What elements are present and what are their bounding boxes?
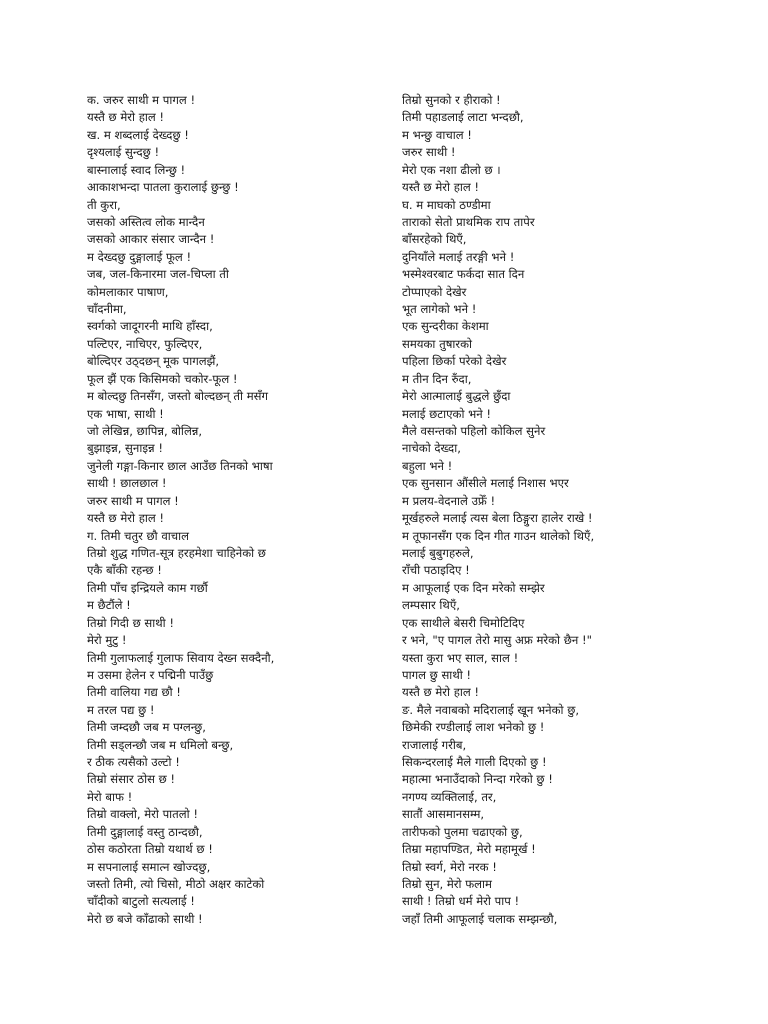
- poem-line: र भने, "ए पागल तेरो मासु अफ्र मरेको छैन !": [402, 633, 592, 648]
- poem-line: र ठीक त्यसैको उल्टो !: [87, 755, 180, 770]
- poem-line: म तूफानसँग एक दिन गीत गाउन थालेको थिएँ,: [402, 528, 595, 543]
- poem-line: एक भाषा, साथी !: [87, 406, 164, 421]
- poem-line: एकै बाँकी रहन्छ !: [87, 563, 162, 578]
- poem-line: बोल्दिएर उठ्दछन् मूक पागलझैं,: [87, 354, 220, 369]
- poem-line: महात्मा भनाउँदाको निन्दा गरेको छु !: [402, 772, 553, 787]
- poem-line: म सपनालाई समात्न खोज्दछु,: [87, 859, 211, 874]
- poem-line: नाचेको देख्दा,: [402, 441, 461, 456]
- poem-line: स्वर्गको जादूगरनी माथि हाँस्दा,: [87, 319, 213, 334]
- poem-line: ख. म शब्दलाई देख्दछु !: [87, 127, 189, 142]
- poem-line: तारीफको पुलमा चढाएको छु,: [402, 824, 523, 839]
- poem-line: फूल झैं एक किसिमको चकोर-फूल !: [87, 371, 238, 386]
- poem-line: टोप्पाएको देखेर: [402, 284, 467, 299]
- poem-line: तिमी पहाडलाई लाटा भन्दछौ,: [402, 110, 524, 125]
- poem-line: म प्रलय-वेदनाले उफ्रेँ !: [402, 493, 496, 508]
- poem-line: यस्ता कुरा भए साल, साल !: [402, 650, 519, 665]
- poem-column-right: [402, 92, 742, 928]
- poem-line: एक साथीले बेसरी चिमोटिदिए: [402, 615, 525, 630]
- poem-line: छिमेकी रण्डीलाई लाश भनेको छु !: [402, 720, 545, 735]
- poem-line: क. जरुर साथी म पागल !: [87, 93, 196, 107]
- poem-line: ठोस कठोरता तिम्रो यथार्थ छ !: [87, 842, 213, 857]
- poem-line: ङ. मैले नवाबको मदिरालाई खून भनेको छु,: [402, 702, 580, 717]
- poem-line: पल्टिएर, नाचिएर, फुल्दिएर,: [87, 336, 203, 351]
- poem-line: दृश्यलाई सुन्दछु !: [87, 145, 160, 160]
- poem-line: ताराको सेतो प्राथमिक राप तापेर: [402, 214, 535, 229]
- poem-line: लम्पसार थिएँ,: [402, 598, 460, 613]
- poem-line: तिम्रा महापण्डित, मेरो महामूर्ख !: [402, 842, 536, 857]
- poem-line: जो लेखिन्न, छापिन्न, बोलिन्न,: [87, 424, 203, 439]
- poem-line: मेरो बाफ !: [87, 789, 133, 804]
- poem-line: तिमी पाँच इन्द्रियले काम गर्छौ: [87, 580, 208, 595]
- poem-line: जब, जल-किनारमा जल-चिप्ला ती: [87, 267, 229, 282]
- poem-line: यस्तै छ मेरो हाल !: [87, 511, 165, 526]
- poem-line: दुनियाँले मलाई तरङ्गी भने !: [402, 249, 515, 264]
- poem-line: राजालाई गरीब,: [402, 737, 467, 752]
- poem-line: मैले वसन्तको पहिलो कोकिल सुनेर: [402, 424, 546, 439]
- poem-line: तिम्रो स्वर्ग, मेरो नरक !: [402, 859, 497, 874]
- poem-line: म तीन दिन रुँदा,: [402, 371, 472, 386]
- poem-column-left: [87, 92, 387, 928]
- poem-line: म छैटौंले !: [87, 598, 131, 613]
- poem-line: तिम्रो संसार ठोस छ !: [87, 772, 176, 787]
- poem-line: जस्तो तिमी, त्यो चिसो, मीठो अक्षर काटेको: [87, 876, 265, 891]
- poem-line: बाँसरहेको थिएँ,: [402, 232, 467, 247]
- poem-line: तिम्रो शुद्ध गणित-सूत्र हरहमेशा चाहिनेको छ: [87, 545, 266, 560]
- poem-line: म तरल पद्य छु !: [87, 702, 155, 717]
- poem-line: म बोल्दछु तिनसँग, जस्तो बोल्दछन् ती मसँग: [87, 389, 269, 404]
- poem-line: म उसमा हेलेन र पद्मिनी पाउँछु: [87, 667, 214, 682]
- poem-line: म भन्छु वाचाल !: [402, 127, 472, 142]
- poem-line: तिम्रो वाक्लो, मेरो पातलो !: [87, 807, 198, 822]
- poem-line: कोमलाकार पाषाण,: [87, 284, 169, 299]
- poem-line: साथी ! छालछाल !: [87, 476, 167, 491]
- poem-line: तिमी दुङ्गालाई वस्तु ठान्दछौ,: [87, 824, 203, 839]
- poem-line: पहिला छिर्का परेको देखेर: [402, 354, 507, 369]
- poem-line: साथी ! तिम्रो धर्म मेरो पाप !: [402, 894, 520, 909]
- poem-line: म देख्दछु दुङ्गालाई फूल !: [87, 249, 192, 264]
- poem-line: तिमी वालिया गद्य छौ !: [87, 685, 181, 700]
- poem-line: जसको आकार संसार जान्दैन !: [87, 232, 215, 247]
- poem-line: मेरो मुटु !: [87, 633, 127, 648]
- poem-line: सातौं आसमानसम्म,: [402, 807, 485, 822]
- poem-line: सिकन्दरलाई मैले गाली दिएको छु !: [402, 755, 547, 770]
- poem-line: तिमी जम्दछौ जब म पग्लन्छु,: [87, 720, 206, 735]
- poem-line: नगण्य व्यक्तिलाई, तर,: [402, 789, 497, 804]
- poem-line: ती कुरा,: [87, 197, 121, 212]
- poem-line: चाँदीको बाटुलो सत्यलाई !: [87, 894, 195, 909]
- poem-line: आकाशभन्दा पातला कुरालाई छुन्छु !: [87, 180, 239, 195]
- poem-line: तिमी सड्लन्छौ जब म धमिलो बन्छु,: [87, 737, 234, 752]
- poem-line: यस्तै छ मेरो हाल !: [402, 180, 480, 195]
- poem-line: बहुला भने !: [402, 458, 453, 473]
- poem-line: भस्मेश्वरबाट फर्कदा सात दिन: [402, 267, 525, 282]
- poem-line: तिम्रो गिदी छ साथी !: [87, 615, 175, 630]
- poem-line: बास्नालाई स्वाद लिन्छु !: [87, 162, 186, 177]
- poem-line: मेरो छ बजे काँढाको साथी !: [87, 911, 203, 926]
- poem-line: ग. तिमी चतुर छौ वाचाल: [87, 528, 190, 543]
- poem-line: राँची पठाइदिए !: [402, 563, 470, 578]
- poem-line: जरुर साथी म पागल !: [87, 493, 179, 508]
- poem-line: तिम्रो सुन, मेरो फलाम: [402, 876, 492, 891]
- poem-line: समयका तुषारको: [402, 336, 473, 351]
- poem-line: एक सुनसान औंसीले मलाई निशास भएर: [402, 476, 569, 491]
- poem-line: मेरो एक नशा ढीलो छ ।: [402, 162, 501, 177]
- poem-line: तिम्रो सुनको र हीराको !: [402, 93, 501, 107]
- poem-line: चाँदनीमा,: [87, 302, 127, 317]
- poem-line: मलाई बुबुगहरुले,: [402, 545, 474, 560]
- poem-line: पागल छु साथी !: [402, 667, 472, 682]
- poem-line: जरुर साथी !: [402, 145, 456, 160]
- poem-line: मलाई छटाएको भने !: [402, 406, 492, 421]
- poem-line: मूर्खहरुले मलाई त्यस बेला ठिङ्गुरा हालेर राखे !: [402, 511, 593, 526]
- poem-line: मेरो आत्मालाई बुद्धले छुँदा: [402, 389, 511, 404]
- poem-line: घ. म माघको ठण्डीमा: [402, 197, 491, 212]
- poem-line: तिमी गुलाफलाई गुलाफ सिवाय देख्न सक्दैनौ,: [87, 650, 275, 665]
- poem-line: यस्तै छ मेरो हाल !: [402, 685, 480, 700]
- poem-line: बुझाइन्न, सुनाइन्न !: [87, 441, 163, 456]
- poem-line: जसको अस्तित्व लोक मान्दैन: [87, 214, 205, 229]
- poem-line: भूत लागेको भने !: [402, 302, 477, 317]
- poem-line: यस्तै छ मेरो हाल !: [87, 110, 165, 125]
- poem-line: एक सुन्दरीका केशमा: [402, 319, 489, 334]
- poem-line: जुनेली गङ्गा-किनार छाल आउँछ तिनको भाषा: [87, 458, 273, 473]
- poem-line: जहाँ तिमी आफूलाई चलाक सम्झन्छौ,: [402, 911, 558, 926]
- poem-line: म आफूलाई एक दिन मरेको सम्झेर: [402, 580, 545, 595]
